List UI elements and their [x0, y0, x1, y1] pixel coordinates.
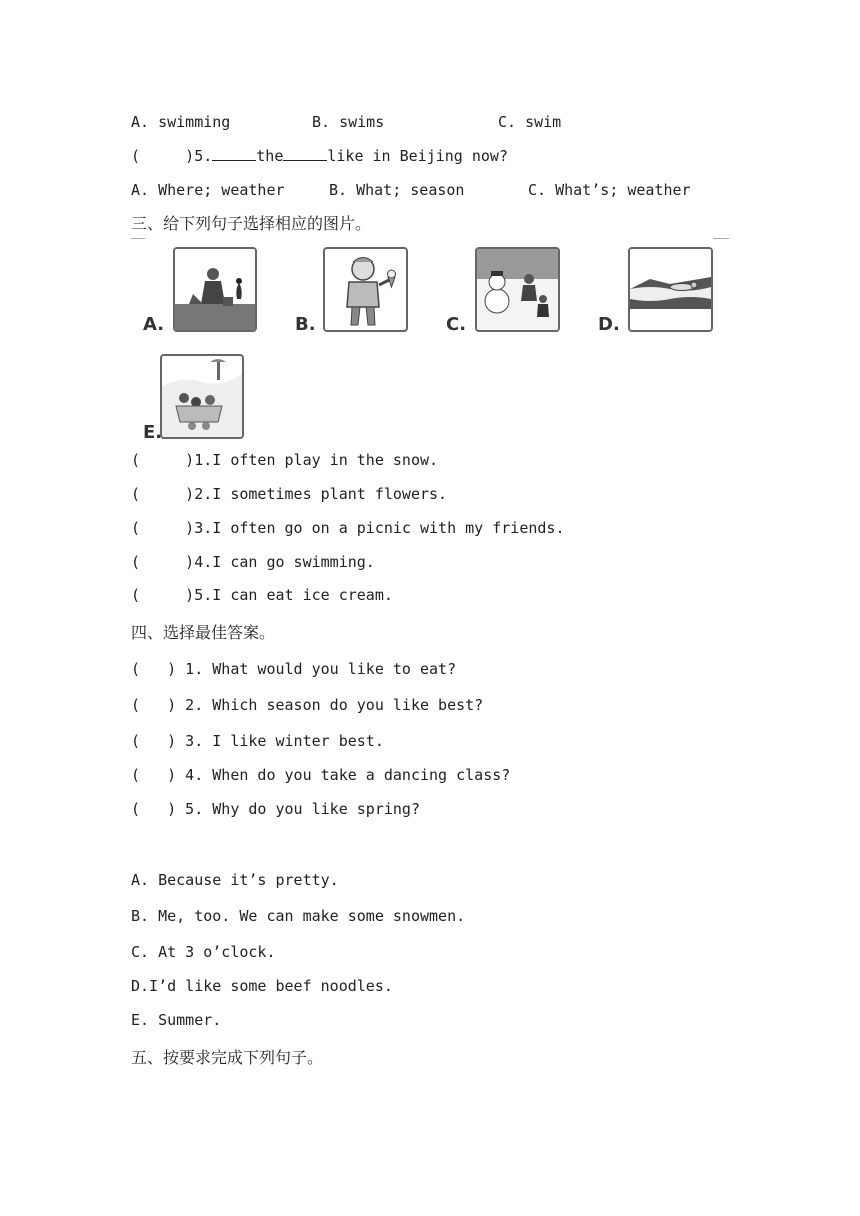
question-5: [131, 146, 508, 166]
snowman-image: [477, 249, 558, 330]
section-3-heading: 三、给下列句子选择相应的图片。: [131, 214, 372, 233]
picpicnic-image: [162, 356, 242, 437]
picture-e: [160, 354, 244, 439]
list-item: ( )4.I can go swimming.: [131, 553, 375, 571]
section-4-heading: 四、选择最佳答案。: [131, 623, 276, 642]
swimming-image: [630, 249, 711, 330]
list-item: ( ) 5. Why do you like spring?: [131, 800, 420, 818]
question-text: like in Beijing now?: [327, 147, 508, 165]
option-b: B. swims: [312, 113, 385, 131]
ice-cream-boy-image: [325, 249, 406, 330]
section-5-heading: 五、按要求完成下列句子。: [131, 1048, 324, 1067]
picture-label: B.: [295, 314, 316, 335]
option-a: A. swimming: [131, 113, 231, 131]
picture-a: [173, 247, 257, 332]
picture-b: [323, 247, 408, 332]
picture-label: D.: [598, 314, 620, 335]
question-text: the: [256, 147, 284, 165]
answer-option: A. Because it’s pretty.: [131, 871, 339, 889]
planting-flowers-image: [175, 249, 255, 330]
answer-option: E. Summer.: [131, 1011, 222, 1029]
list-item: ( )5.I can eat ice cream.: [131, 586, 393, 604]
option-c: C. swim: [498, 113, 562, 131]
list-item: ( )3.I often go on a picnic with my friends.: [131, 519, 565, 537]
answer-blank[interactable]: [212, 146, 256, 161]
list-item: ( ) 1. What would you like to eat?: [131, 660, 457, 678]
option-c: C. What’s; weather: [528, 181, 691, 199]
divider: [131, 238, 145, 239]
answer-option: B. Me, too. We can make some snowmen.: [131, 907, 466, 925]
answer-option: C. At 3 o’clock.: [131, 943, 276, 961]
list-item: ( )1.I often play in the snow.: [131, 451, 439, 469]
picture-d: [628, 247, 713, 332]
answer-option: D.I’d like some beef noodles.: [131, 977, 393, 995]
list-item: ( )2.I sometimes plant flowers.: [131, 485, 448, 503]
picture-c: [475, 247, 560, 332]
list-item: ( ) 4. When do you take a dancing class?: [131, 766, 511, 784]
picture-label: C.: [446, 314, 467, 335]
picture-label: A.: [143, 314, 165, 335]
picture-label: E.: [143, 422, 163, 443]
list-item: ( ) 3. I like winter best.: [131, 732, 384, 750]
option-b: B. What; season: [329, 181, 465, 199]
option-a: A. Where; weather: [131, 181, 285, 199]
question-number: ( )5.: [131, 147, 213, 165]
list-item: ( ) 2. Which season do you like best?: [131, 696, 484, 714]
answer-blank[interactable]: [283, 146, 327, 161]
divider: [713, 238, 729, 239]
